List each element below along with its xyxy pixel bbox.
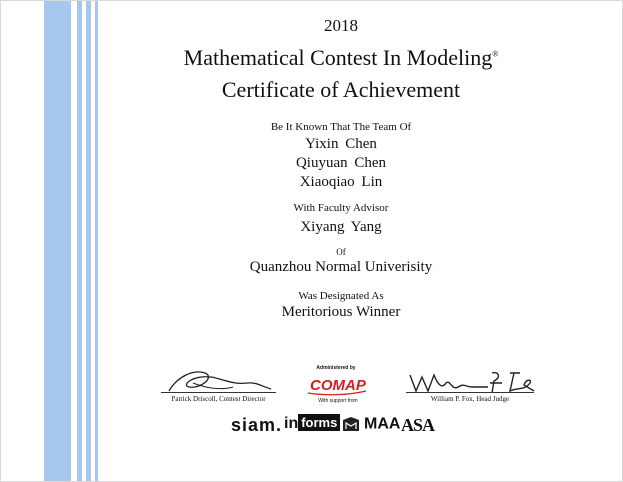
advisor-name: Xiyang Yang	[300, 219, 382, 235]
asa-logo: ASA	[401, 415, 435, 435]
team-member-name: Yixin Chen	[305, 136, 377, 152]
decorative-band	[44, 1, 71, 481]
decorative-stripe	[95, 1, 98, 481]
certificate-title: Certificate of Achievement	[221, 77, 461, 102]
university-name: Quanzhou Normal Univerisity	[249, 259, 433, 275]
intro-text: Be It Known That The Team Of	[270, 121, 412, 133]
signature-line	[161, 392, 276, 393]
contest-title-text: Mathematical Contest In Modeling	[183, 45, 493, 70]
decorative-stripe	[77, 1, 82, 481]
director-signature	[163, 363, 273, 399]
contest-year: 2018	[324, 16, 358, 35]
decorative-stripe	[86, 1, 91, 481]
contest-title	[101, 45, 581, 71]
informs-logo-box: forms	[298, 414, 340, 431]
administered-by-text: Administered by	[316, 365, 356, 371]
director-caption: Patrick Driscoll, Contest Director	[171, 395, 266, 403]
team-member-name: Xiaoqiao Lin	[299, 174, 383, 190]
informs-logo	[284, 414, 340, 433]
maa-logo-text: MAA	[364, 415, 401, 433]
team-member-name: Qiuyuan Chen	[295, 155, 387, 171]
designation-label: Was Designated As	[298, 290, 384, 302]
award-designation: Meritorious Winner	[281, 304, 401, 320]
judge-caption: William P. Fox, Head Judge	[430, 395, 510, 403]
signature-line	[406, 392, 534, 393]
informs-logo-prefix: in	[284, 415, 299, 432]
maa-logo	[342, 415, 400, 433]
registered-mark: ®	[492, 49, 499, 59]
comap-logo	[306, 370, 368, 396]
support-text: With support from	[318, 398, 358, 404]
maa-emblem-icon	[342, 416, 360, 432]
advisor-label: With Faculty Advisor	[293, 202, 389, 214]
of-label: Of	[336, 247, 346, 257]
comap-logo-text: COMAP	[310, 377, 366, 394]
siam-logo: siam.	[231, 415, 283, 435]
